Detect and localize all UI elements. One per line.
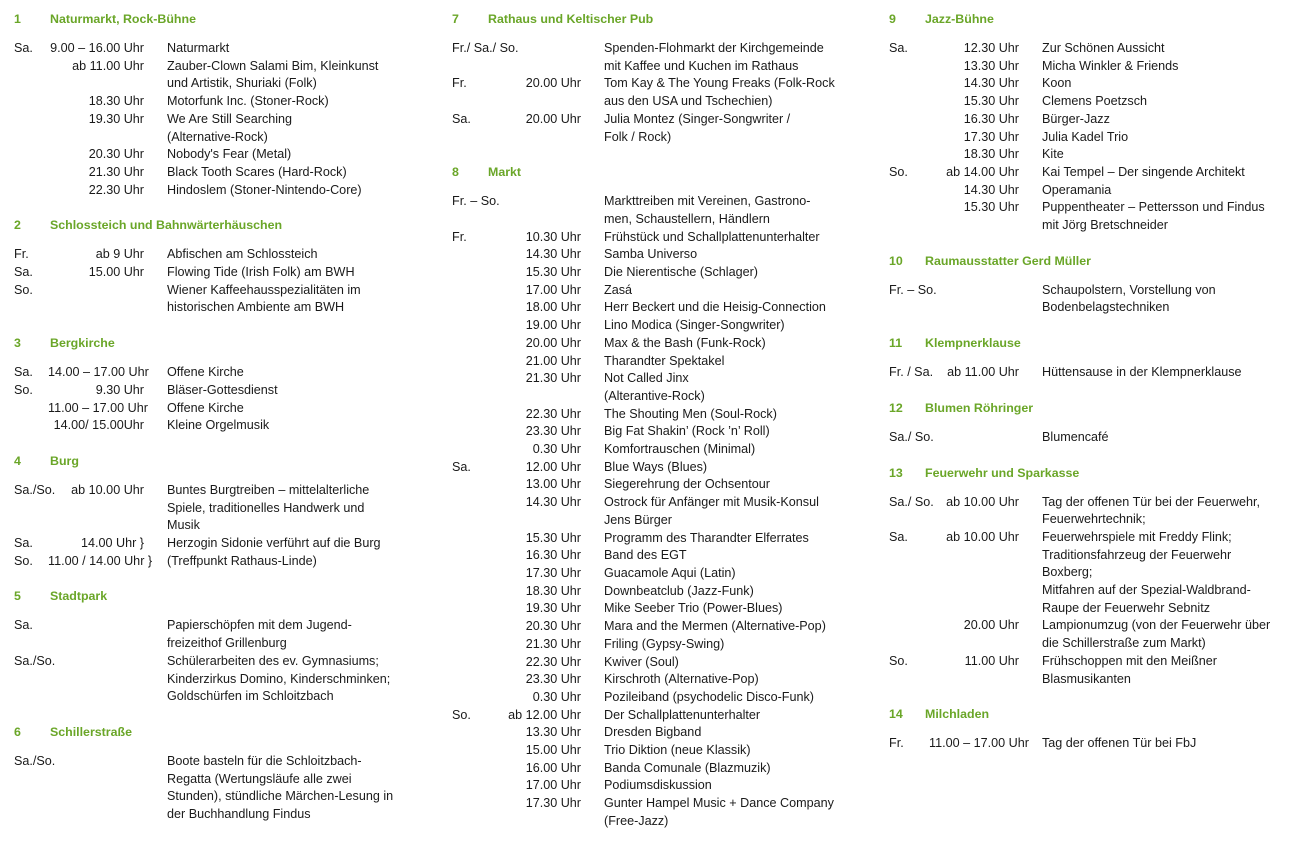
entry-activity: Samba Universo	[604, 247, 698, 262]
entry-activity: Zauber-Clown Salami Bim, Kleinkunst und Artistik, Shuriaki (Folk)	[167, 58, 379, 91]
entry-time: 21.30 Uhr	[525, 636, 581, 651]
entry-time: 14.00/ 15.00Uhr	[53, 418, 144, 433]
schedule-entry	[14, 93, 424, 111]
program-section	[14, 452, 424, 571]
entry-time: 18.30 Uhr	[525, 583, 581, 598]
entry-activity: Band des EGT	[604, 548, 687, 563]
entry-activity: Programm des Tharandter Elferrates	[604, 530, 809, 545]
entry-day: Fr. – So.	[452, 194, 500, 209]
schedule-entry	[14, 482, 424, 535]
entry-time: 16.00 Uhr	[525, 760, 581, 775]
entry-time: 15.00 Uhr	[88, 265, 144, 280]
section-number: 4	[14, 453, 21, 468]
entry-time: ab 11.00 Uhr	[947, 365, 1019, 380]
schedule-entry	[14, 182, 424, 200]
entry-time: 17.30 Uhr	[963, 129, 1019, 144]
schedule-entry	[452, 600, 862, 618]
entry-day: Sa.	[889, 41, 908, 55]
entry-activity: Offene Kirche	[167, 400, 244, 415]
entry-activity: Downbeatclub (Jazz-Funk)	[604, 583, 754, 598]
entry-time: 14.30 Uhr	[963, 182, 1019, 197]
schedule-entry	[452, 406, 862, 424]
section-heading	[889, 10, 1301, 28]
entry-time: 11.00 – 17.00 Uhr	[48, 400, 148, 415]
schedule-entry	[452, 335, 862, 353]
entry-activity: Buntes Burgtreiben – mittelalterliche Spiele, traditionelles Handwerk und Musik	[167, 482, 370, 533]
entry-time: 17.00 Uhr	[525, 282, 581, 297]
entry-activity: Not Called Jinx (Alterantive-Rock)	[604, 371, 705, 403]
entry-activity: Clemens Poetzsch	[1042, 94, 1147, 109]
schedule-entry	[452, 476, 862, 494]
entry-activity: Ostrock für Anfänger mit Musik-Konsul Jens Bürger	[604, 495, 819, 527]
section-title: Schillerstraße	[50, 724, 132, 739]
entry-time: 16.30 Uhr	[525, 548, 581, 563]
entry-activity: Kite	[1042, 147, 1064, 162]
entry-day: Sa./So.	[14, 482, 56, 497]
entry-time: 23.30 Uhr	[525, 424, 581, 439]
entry-day: So.	[889, 653, 908, 668]
section-title: Milchladen	[925, 707, 990, 722]
schedule-entry	[452, 423, 862, 441]
entry-activity: Puppentheater – Pettersson und Findus mit Jörg Bretschneider	[1042, 200, 1265, 233]
entry-time: 22.30 Uhr	[525, 406, 581, 421]
schedule-entry	[452, 353, 862, 371]
entry-activity: Zur Schönen Aussicht	[1042, 41, 1165, 55]
schedule-entry	[452, 370, 862, 405]
section-title: Blumen Röhringer	[925, 400, 1034, 415]
program-section	[889, 252, 1301, 317]
entry-activity: Wiener Kaffeehausspezialitäten im historischen Ambiente am BWH	[167, 282, 361, 315]
entry-activity: Siegerehrung der Ochsentour	[604, 477, 770, 492]
section-title: Raumausstatter Gerd Müller	[925, 253, 1091, 268]
entry-time: ab 11.00 Uhr	[72, 58, 144, 73]
schedule-entry	[889, 429, 1301, 447]
entry-time: ab 10.00 Uhr	[946, 494, 1019, 509]
section-number: 6	[14, 724, 21, 739]
entry-day: Sa.	[14, 365, 33, 380]
entry-time: 19.30 Uhr	[525, 601, 581, 616]
entry-day: Sa.	[889, 529, 908, 544]
entry-time: ab 12.00 Uhr	[508, 707, 581, 722]
section-title: Naturmarkt, Rock-Bühne	[50, 12, 196, 26]
entry-day: Sa.	[14, 618, 33, 633]
entry-activity: Komfortrauschen (Minimal)	[604, 442, 756, 457]
section-heading	[14, 216, 424, 234]
entry-day: Sa./So.	[14, 753, 56, 768]
section-title: Rathaus und Keltischer Pub	[488, 12, 654, 26]
program-section	[889, 705, 1301, 753]
schedule-entry	[14, 364, 424, 382]
schedule-entry	[889, 58, 1301, 76]
entry-activity: Tag der offenen Tür bei der Feuerwehr, Feuerwehrtechnik;	[1042, 494, 1260, 527]
section-heading	[14, 452, 424, 470]
schedule-entry	[889, 364, 1301, 382]
entry-activity: Tom Kay & The Young Freaks (Folk-Rock aus den USA und Tschechien)	[604, 76, 835, 109]
entry-activity: Lino Modica (Singer-Songwriter)	[604, 318, 785, 333]
entry-time: 21.00 Uhr	[525, 353, 581, 368]
schedule-entry	[14, 535, 424, 553]
section-number: 2	[14, 218, 21, 233]
column-3	[889, 10, 1301, 770]
entry-time: 20.00 Uhr	[963, 618, 1019, 633]
schedule-entry	[452, 111, 862, 146]
program-section	[889, 334, 1301, 382]
entry-activity: Podiumsdiskussion	[604, 778, 712, 793]
entry-day: Fr.	[452, 229, 467, 244]
entry-time: 18.30 Uhr	[963, 147, 1019, 162]
schedule-entry	[452, 547, 862, 565]
schedule-entry	[14, 417, 424, 435]
schedule-entry	[452, 636, 862, 654]
section-number: 8	[452, 165, 459, 180]
schedule-entry	[452, 689, 862, 707]
column-2	[452, 10, 862, 848]
entry-activity: Bläser-Gottesdienst	[167, 382, 278, 397]
entry-time: 15.30 Uhr	[963, 200, 1019, 215]
program-section	[14, 587, 424, 706]
entry-activity: Mike Seeber Trio (Power-Blues)	[604, 601, 783, 616]
entry-time: 11.00 Uhr	[964, 653, 1019, 668]
section-title: Burg	[50, 453, 79, 468]
entry-activity: Blue Ways (Blues)	[604, 459, 708, 474]
schedule-entry	[452, 282, 862, 300]
section-number: 1	[14, 12, 21, 26]
section-heading	[452, 10, 862, 28]
entry-time: 11.00 / 14.00 Uhr }	[48, 553, 153, 568]
program-section	[14, 334, 424, 435]
schedule-entry	[14, 264, 424, 282]
entry-time: 17.30 Uhr	[525, 565, 581, 580]
entry-activity: Banda Comunale (Blazmuzik)	[604, 760, 771, 775]
entry-activity: Julia Kadel Trio	[1042, 129, 1129, 144]
schedule-entry	[452, 742, 862, 760]
entry-day: So.	[14, 282, 33, 297]
entry-day: So.	[889, 164, 908, 179]
entry-activity: Hüttensause in der Klempnerklause	[1042, 365, 1242, 380]
schedule-entry	[889, 182, 1301, 200]
entry-time: 0.30 Uhr	[532, 442, 581, 457]
section-number: 12	[889, 400, 903, 415]
schedule-entry	[889, 111, 1301, 129]
entry-activity: Kai Tempel – Der singende Architekt	[1042, 164, 1245, 179]
entry-activity: Schülerarbeiten des ev. Gymnasiums; Kinderzirkus Domino, Kinderschminken; Goldschürfen im Schloitzbach	[167, 653, 391, 704]
schedule-entry	[14, 753, 424, 824]
entry-activity: Schaupolstern, Vorstellung von Bodenbelagstechniken	[1042, 282, 1216, 315]
entry-time: 15.00 Uhr	[525, 743, 581, 758]
entry-time: 20.00 Uhr	[525, 111, 581, 126]
entry-day: Fr.	[14, 247, 29, 262]
entry-time: 9.00 – 16.00 Uhr	[50, 41, 144, 55]
entry-activity: (Treffpunkt Rathaus-Linde)	[167, 553, 317, 568]
schedule-entry	[452, 583, 862, 601]
entry-day: Sa.	[14, 265, 33, 280]
entry-time: 14.30 Uhr	[525, 247, 581, 262]
entry-time: 12.00 Uhr	[525, 459, 581, 474]
program-section	[452, 163, 862, 830]
schedule-entry	[14, 617, 424, 652]
schedule-entry	[889, 529, 1301, 618]
entry-activity: Naturmarkt	[167, 41, 230, 55]
entry-activity: Spenden-Flohmarkt der Kirchgemeinde mit Kaffee und Kuchen im Rathaus	[604, 41, 824, 73]
entry-day: Fr. – So.	[889, 282, 937, 297]
section-title: Jazz-Bühne	[925, 12, 994, 26]
entry-time: 14.00 – 17.00 Uhr	[48, 365, 149, 380]
entry-activity: Der Schallplattenunterhalter	[604, 707, 761, 722]
column-1	[14, 10, 424, 841]
entry-day: So.	[14, 382, 33, 397]
entry-activity: Abfischen am Schlossteich	[167, 247, 318, 262]
schedule-entry	[452, 795, 862, 830]
schedule-entry	[889, 75, 1301, 93]
schedule-entry	[889, 653, 1301, 688]
entry-day: Sa./So.	[14, 653, 56, 668]
entry-time: ab 9 Uhr	[95, 247, 144, 262]
entry-activity: Blumencafé	[1042, 429, 1109, 444]
entry-activity: Offene Kirche	[167, 365, 244, 380]
entry-activity: Tag der offenen Tür bei FbJ	[1042, 736, 1197, 751]
entry-time: 20.00 Uhr	[525, 335, 581, 350]
entry-time: 22.30 Uhr	[525, 654, 581, 669]
entry-activity: Lampionumzug (von der Feuerwehr über die Schillerstraße zum Markt)	[1042, 618, 1271, 651]
entry-activity: Nobody's Fear (Metal)	[167, 147, 292, 162]
entry-activity: Bürger-Jazz	[1042, 111, 1110, 126]
entry-time: 15.30 Uhr	[525, 265, 581, 280]
entry-activity: Mara and the Mermen (Alternative-Pop)	[604, 619, 826, 634]
entry-activity: Hindoslem (Stoner-Nintendo-Core)	[167, 182, 362, 197]
entry-activity: Tharandter Spektakel	[604, 353, 725, 368]
schedule-entry	[452, 654, 862, 672]
program-section	[452, 10, 862, 146]
entry-time: 18.30 Uhr	[88, 94, 144, 109]
section-heading	[889, 705, 1301, 723]
program-section	[14, 723, 424, 824]
entry-activity: The Shouting Men (Soul-Rock)	[604, 406, 777, 421]
entry-time: 15.30 Uhr	[525, 530, 581, 545]
schedule-entry	[14, 111, 424, 146]
section-title: Schlossteich und Bahnwärterhäuschen	[50, 218, 283, 233]
entry-activity: Die Nierentische (Schlager)	[604, 265, 758, 280]
entry-activity: Herr Beckert und die Heisig-Connection	[604, 300, 826, 315]
schedule-entry	[14, 58, 424, 93]
entry-time: 18.00 Uhr	[525, 300, 581, 315]
schedule-entry	[452, 75, 862, 110]
schedule-entry	[452, 459, 862, 477]
section-heading	[14, 587, 424, 605]
section-number: 5	[14, 589, 21, 604]
schedule-entry	[889, 164, 1301, 182]
entry-activity: Operamania	[1042, 182, 1112, 197]
entry-day: Sa./ So.	[889, 494, 934, 509]
schedule-entry	[889, 735, 1301, 753]
entry-day: Fr.	[889, 736, 904, 751]
entry-time: ab 10.00 Uhr	[946, 529, 1019, 544]
schedule-entry	[889, 129, 1301, 147]
schedule-entry	[889, 146, 1301, 164]
schedule-entry	[452, 193, 862, 228]
section-heading	[889, 252, 1301, 270]
entry-activity: Guacamole Aqui (Latin)	[604, 565, 736, 580]
entry-activity: Julia Montez (Singer-Songwriter / Folk / Rock)	[604, 111, 791, 144]
entry-activity: Kwiver (Soul)	[604, 654, 679, 669]
schedule-entry	[14, 282, 424, 317]
entry-day: Sa.	[14, 41, 33, 55]
entry-activity: We Are Still Searching (Alternative-Rock)	[167, 111, 293, 144]
entry-time: 21.30 Uhr	[88, 164, 144, 179]
entry-activity: Feuerwehrspiele mit Freddy Flink; Traditionsfahrzeug der Feuerwehr Boxberg; Mitfahren auf der Spezial-Waldbrand- Raupe der Feuerwehr Sebnitz	[1042, 529, 1251, 615]
entry-day: Sa./ So.	[889, 429, 934, 444]
schedule-entry	[452, 671, 862, 689]
entry-time: 21.30 Uhr	[525, 371, 581, 386]
schedule-entry	[452, 530, 862, 548]
section-heading	[14, 723, 424, 741]
schedule-entry	[452, 777, 862, 795]
entry-time: 13.00 Uhr	[525, 477, 581, 492]
entry-time: 14.30 Uhr	[963, 76, 1019, 91]
entry-time: 16.30 Uhr	[963, 111, 1019, 126]
schedule-entry	[889, 282, 1301, 317]
entry-activity: Kleine Orgelmusik	[167, 418, 270, 433]
entry-time: 11.00 – 17.00 Uhr	[929, 736, 1029, 751]
section-title: Markt	[488, 165, 522, 180]
section-title: Bergkirche	[50, 336, 115, 351]
entry-activity: Black Tooth Scares (Hard-Rock)	[167, 164, 347, 179]
entry-activity: Gunter Hampel Music + Dance Company (Free-Jazz)	[604, 796, 834, 828]
program-section	[889, 10, 1301, 235]
section-number: 13	[889, 465, 903, 480]
entry-activity: Boote basteln für die Schloitzbach- Regatta (Wertungsläufe alle zwei Stunden), stündliche Märchen-Lesung in der Buchhandlung Findus	[167, 753, 394, 822]
entry-day: Fr./ Sa./ So.	[452, 41, 519, 55]
entry-activity: Flowing Tide (Irish Folk) am BWH	[167, 265, 355, 280]
entry-time: 14.30 Uhr	[525, 495, 581, 510]
section-heading	[14, 10, 424, 28]
schedule-entry	[14, 553, 424, 571]
section-number: 10	[889, 253, 903, 268]
schedule-entry	[452, 441, 862, 459]
entry-time: 22.30 Uhr	[88, 182, 144, 197]
schedule-entry	[452, 565, 862, 583]
entry-time: 9.30 Uhr	[95, 382, 144, 397]
entry-time: 20.30 Uhr	[88, 147, 144, 162]
entry-activity: Pozileiband (psychodelic Disco-Funk)	[604, 689, 814, 704]
entry-time: ab 10.00 Uhr	[71, 482, 144, 497]
entry-activity: Papierschöpfen mit dem Jugend- freizeithof Grillenburg	[167, 618, 352, 651]
schedule-entry	[14, 146, 424, 164]
schedule-entry	[452, 246, 862, 264]
schedule-entry	[452, 618, 862, 636]
schedule-entry	[452, 724, 862, 742]
entry-day: Sa.	[452, 459, 471, 474]
section-title: Feuerwehr und Sparkasse	[925, 465, 1080, 480]
entry-activity: Trio Diktion (neue Klassik)	[604, 743, 751, 758]
section-number: 7	[452, 12, 459, 26]
entry-day: Fr.	[452, 76, 467, 91]
schedule-entry	[889, 93, 1301, 111]
section-number: 9	[889, 12, 896, 26]
entry-activity: Motorfunk Inc. (Stoner-Rock)	[167, 94, 329, 109]
entry-activity: Koon	[1042, 76, 1072, 91]
entry-time: 19.00 Uhr	[525, 318, 581, 333]
entry-day: So.	[452, 707, 471, 722]
schedule-entry	[889, 199, 1301, 234]
program-section	[889, 399, 1301, 447]
entry-activity: Markttreiben mit Vereinen, Gastrono- men, Schaustellern, Händlern	[604, 194, 811, 226]
entry-time: ab 14.00 Uhr	[946, 164, 1019, 179]
entry-activity: Frühschoppen mit den Meißner Blasmusikanten	[1042, 653, 1217, 686]
schedule-entry	[452, 494, 862, 529]
schedule-entry	[452, 264, 862, 282]
schedule-entry	[14, 164, 424, 182]
entry-time: 20.30 Uhr	[525, 619, 581, 634]
entry-activity: Dresden Bigband	[604, 725, 702, 740]
entry-activity: Herzogin Sidonie verführt auf die Burg	[167, 536, 381, 551]
entry-activity: Max & the Bash (Funk-Rock)	[604, 335, 766, 350]
section-heading	[889, 464, 1301, 482]
entry-activity: Friling (Gypsy-Swing)	[604, 636, 725, 651]
schedule-entry	[14, 40, 424, 58]
entry-activity: Zasá	[604, 282, 632, 297]
schedule-entry	[14, 653, 424, 706]
entry-time: 0.30 Uhr	[532, 689, 581, 704]
schedule-entry	[14, 246, 424, 264]
section-number: 11	[889, 336, 903, 351]
schedule-entry	[452, 40, 862, 75]
entry-time: 13.30 Uhr	[525, 725, 581, 740]
entry-time: 20.00 Uhr	[525, 76, 581, 91]
entry-time: 17.00 Uhr	[525, 778, 581, 793]
schedule-entry	[14, 400, 424, 418]
program-section	[14, 216, 424, 317]
schedule-entry	[889, 494, 1301, 529]
schedule-entry	[889, 40, 1301, 58]
entry-time: 23.30 Uhr	[525, 672, 581, 687]
program-section	[889, 464, 1301, 689]
entry-activity: Kirschroth (Alternative-Pop)	[604, 672, 759, 687]
entry-time: 12.30 Uhr	[963, 41, 1019, 55]
entry-activity: Big Fat Shakin’ (Rock ’n’ Roll)	[604, 424, 770, 439]
entry-time: 19.30 Uhr	[88, 111, 144, 126]
entry-day: Fr. / Sa.	[889, 365, 934, 380]
entry-time: 14.00 Uhr }	[80, 536, 144, 551]
schedule-entry	[452, 760, 862, 778]
section-heading	[452, 163, 862, 181]
entry-activity: Frühstück und Schallplattenunterhalter	[604, 229, 820, 244]
entry-time: 13.30 Uhr	[963, 58, 1019, 73]
section-title: Stadtpark	[50, 589, 108, 604]
entry-time: 10.30 Uhr	[525, 229, 581, 244]
section-heading	[14, 334, 424, 352]
schedule-entry	[14, 382, 424, 400]
schedule-entry	[452, 707, 862, 725]
schedule-entry	[452, 317, 862, 335]
entry-day: Sa.	[452, 111, 471, 126]
schedule-entry	[452, 229, 862, 247]
section-number: 14	[889, 707, 903, 722]
entry-day: So.	[14, 553, 33, 568]
program-section	[14, 10, 424, 199]
entry-time: 15.30 Uhr	[963, 94, 1019, 109]
section-heading	[889, 399, 1301, 417]
entry-day: Sa.	[14, 536, 33, 551]
entry-activity: Micha Winkler & Friends	[1042, 58, 1179, 73]
section-heading	[889, 334, 1301, 352]
section-number: 3	[14, 336, 21, 351]
section-title: Klempnerklause	[925, 336, 1021, 351]
entry-time: 17.30 Uhr	[525, 796, 581, 811]
schedule-entry	[452, 299, 862, 317]
schedule-entry	[889, 617, 1301, 652]
